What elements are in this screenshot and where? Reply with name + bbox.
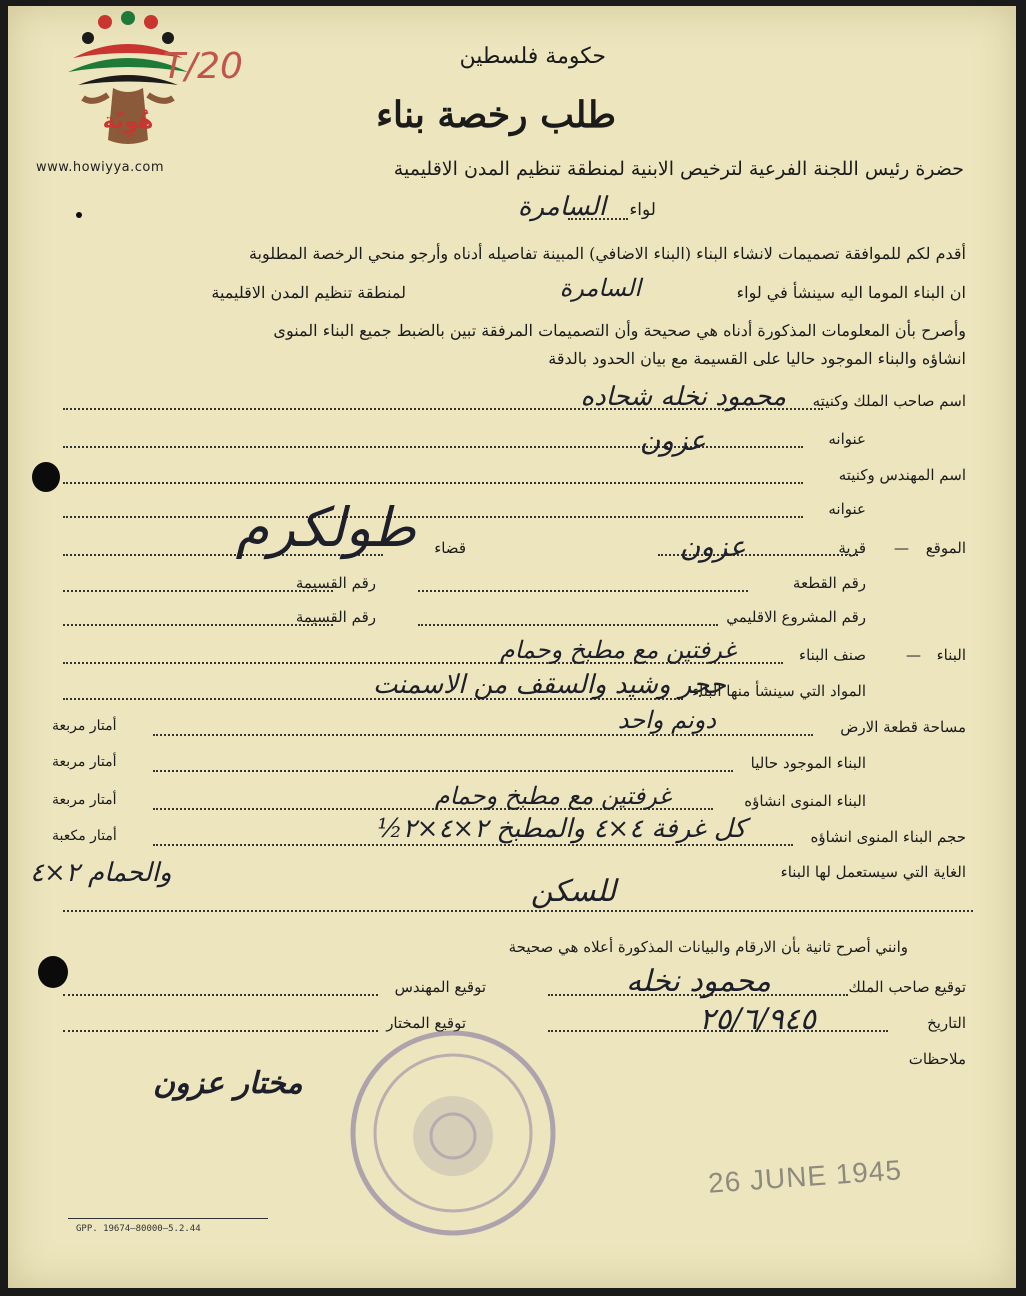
volume-dots	[153, 844, 793, 846]
engineer-address-label: عنوانه	[828, 500, 866, 518]
proposed-label: البناء المنوى انشاؤه	[744, 792, 866, 810]
paragraph-2-value: السامرة	[559, 274, 641, 302]
owner-address-label: عنوانه	[828, 430, 866, 448]
logo-url: www.howiyya.com	[36, 160, 165, 175]
parcel-dots	[418, 590, 748, 592]
government-heading: حكومة فلسطين	[459, 44, 606, 69]
plot-label: رقم القسيمة	[295, 574, 376, 592]
received-date-stamp: 26 JUNE 1945	[707, 1154, 903, 1199]
plot-dots	[63, 590, 333, 592]
proposed-unit: أمتار مربعة	[52, 792, 117, 808]
proposed-value: غرفتين مع مطبخ وحمام	[434, 782, 671, 810]
owner-sign-value: محمود نخله	[626, 964, 771, 999]
reference-mark: T/20	[163, 46, 243, 87]
building-type-label: صنف البناء	[799, 646, 866, 664]
engineer-sign-label: توقيع المهندس	[394, 978, 486, 996]
building-dash: —	[906, 646, 921, 664]
building-type-value: غرفتين مع مطبخ وحمام	[499, 636, 736, 664]
form-title: طلب رخصة بناء	[376, 94, 616, 136]
date-label: التاريخ	[927, 1014, 966, 1032]
existing-label: البناء الموجود حاليا	[750, 754, 866, 772]
existing-dots	[153, 770, 733, 772]
regional-scheme-dots	[418, 624, 718, 626]
paragraph-2-b: لمنطقة تنظيم المدن الاقليمية	[211, 283, 406, 302]
volume-value: كل غرفة ٤×٤ والمطبخ ٢×٤×٢½	[377, 814, 746, 844]
punch-hole-upper	[32, 462, 60, 492]
building-label: البناء	[936, 646, 966, 664]
mukhtar-signature: مختار عزون	[153, 1066, 303, 1101]
document-page	[8, 6, 1016, 1288]
print-code-rule	[68, 1218, 268, 1219]
owner-label: اسم صاحب الملك وكنيته	[812, 392, 966, 410]
village-label: قرية	[838, 539, 866, 557]
paragraph-2-a: ان البناء الموما اليه سينشأ في لواء	[736, 283, 966, 302]
engineer-sign-dots	[63, 994, 378, 996]
plot-2-dots	[63, 624, 333, 626]
logo-brand-text: هُوِيّة	[102, 109, 154, 134]
owner-value: محمود نخله شحاده	[580, 382, 786, 412]
regional-scheme-label: رقم المشروع الاقليمي	[726, 608, 866, 626]
land-area-unit: أمتار مربعة	[52, 718, 117, 734]
materials-label: المواد التي سينشأ منها البناء	[692, 682, 866, 700]
notes-label: ملاحظات	[908, 1050, 966, 1068]
addressee-line: حضرة رئيس اللجنة الفرعية لترخيص الابنية لمنطقة تنظيم المدن الاقليمية	[393, 158, 964, 180]
purpose-dots	[63, 910, 973, 912]
mukhtar-sign-dots	[63, 1030, 378, 1032]
official-seal	[346, 1026, 561, 1241]
land-area-value: دونم واحد	[617, 706, 716, 734]
volume-label: حجم البناء المنوى انشاؤه	[810, 828, 966, 846]
village-value: عزون	[679, 530, 746, 563]
punch-hole-lower	[38, 956, 68, 988]
location-label: الموقع	[925, 539, 966, 557]
purpose-value: للسكن	[530, 874, 616, 909]
district-dots	[568, 218, 628, 220]
materials-value: حجر وشيد والسقف من الاسمنت	[372, 670, 726, 700]
volume-extra-note: والحمام ٢×٤	[30, 858, 172, 888]
paragraph-1: أقدم لكم للموافقة تصميمات لانشاء البناء (البناء الاضافي) المبينة تفاصيله أدناه وأرجو منحي الرخصة المطلوبة	[248, 244, 966, 263]
owner-address-value: عزون	[639, 424, 706, 457]
engineer-dots	[63, 482, 803, 484]
district-value: السامرة	[517, 192, 606, 222]
subdistrict-label: قضاء	[434, 539, 466, 557]
ink-dot	[76, 212, 82, 218]
print-code: GPP. 19674—80000—5.2.44	[76, 1224, 201, 1234]
location-dash: —	[894, 539, 909, 557]
mukhtar-sign-label: توقيع المختار	[386, 1014, 466, 1032]
engineer-label: اسم المهندس وكنيته	[838, 466, 966, 484]
plot-label-2: رقم القسيمة	[295, 608, 376, 626]
owner-sign-label: توقيع صاحب الملك	[848, 978, 966, 996]
declaration-text: وانني أصرح ثانية بأن الارقام والبيانات المذكورة أعلاه هي صحيحة	[508, 938, 908, 956]
land-area-label: مساحة قطعة الارض	[840, 718, 966, 736]
purpose-label: الغاية التي سيستعمل لها البناء	[780, 863, 966, 881]
engineer-address-dots	[63, 516, 803, 518]
existing-unit: أمتار مربعة	[52, 754, 117, 770]
volume-unit: أمتار مكعبة	[52, 828, 117, 844]
land-area-dots	[153, 734, 813, 736]
paragraph-4: انشاؤه والبناء الموجود حاليا على القسيمة مع بيان الحدود بالدقة	[548, 349, 966, 368]
howiyya-logo	[53, 10, 203, 185]
date-value: ٢٥/٦/٩٤٥	[699, 1002, 816, 1037]
subdistrict-value: طولكرم	[235, 496, 416, 559]
district-label: لواء	[629, 200, 656, 220]
parcel-label: رقم القطعة	[792, 574, 866, 592]
paragraph-3: وأصرح بأن المعلومات المذكورة أدناه هي صحيحة وأن التصميمات المرفقة تبين بالضبط جميع البناء المنوى	[273, 321, 966, 340]
